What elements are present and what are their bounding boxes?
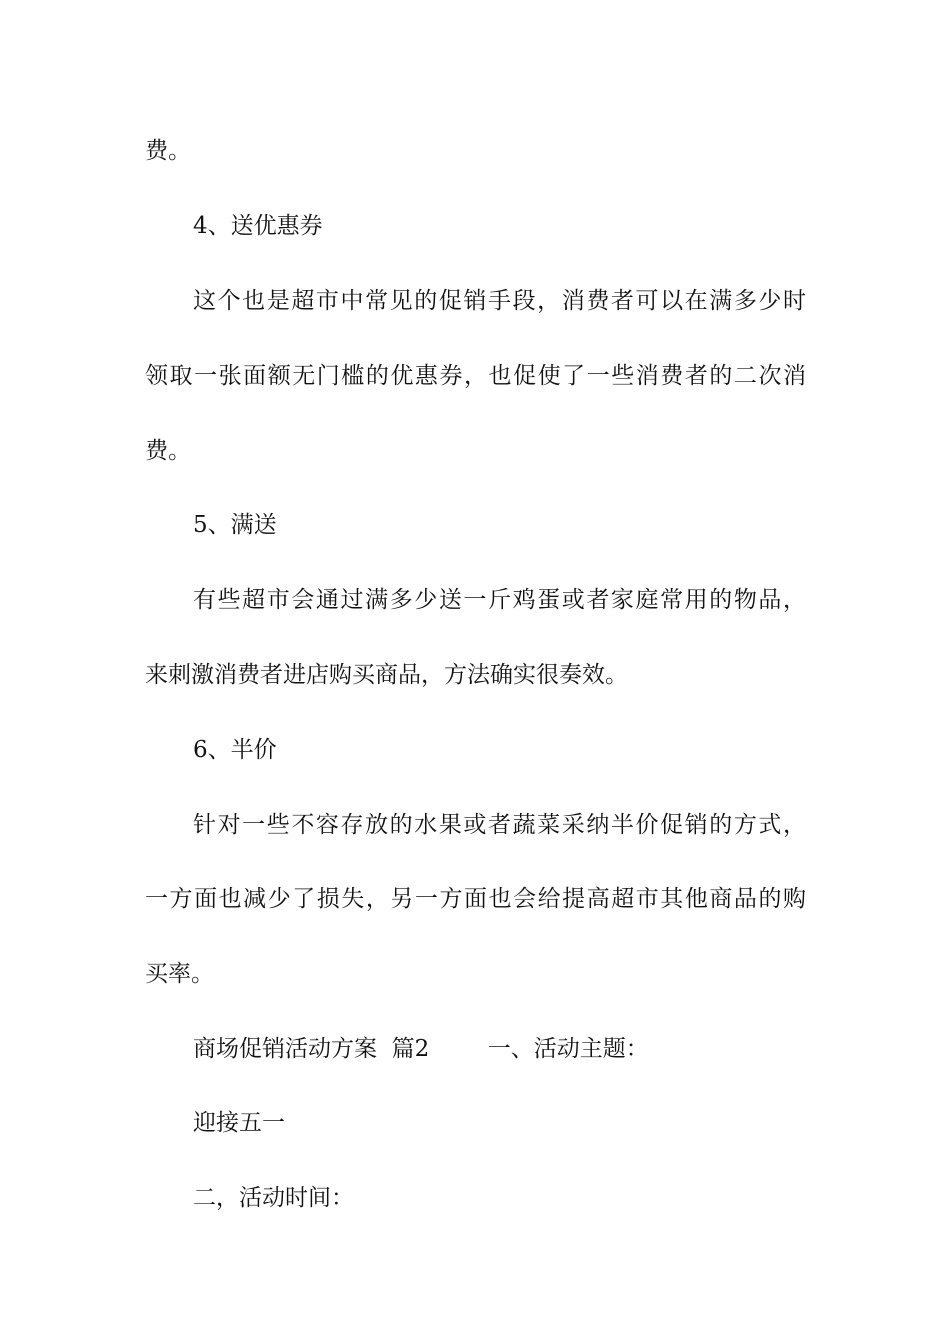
section-title: 商场促销活动方案 篇2 一、活动主题： xyxy=(193,1036,649,1062)
paragraph-line: 一方面也减少了损失，另一方面也会给提高超市其他商品的购 xyxy=(145,886,806,912)
section-heading: 4、送优惠券 xyxy=(193,213,323,239)
section-heading: 5、满送 xyxy=(193,512,277,538)
paragraph-line: 费。 xyxy=(145,438,191,464)
paragraph-line: 针对一些不容存放的水果或者蔬菜采纳半价促销的方式， xyxy=(193,812,806,838)
paragraph-line: 买率。 xyxy=(145,961,214,987)
paragraph-line: 来刺激消费者进店购买商品，方法确实很奏效。 xyxy=(145,662,628,688)
section-heading: 6、半价 xyxy=(193,737,277,763)
paragraph-line: 有些超市会通过满多少送一斤鸡蛋或者家庭常用的物品， xyxy=(193,587,806,613)
paragraph-line: 迎接五一 xyxy=(193,1110,285,1136)
paragraph-line: 这个也是超市中常见的促销手段，消费者可以在满多少时 xyxy=(193,288,806,314)
text-line: 费。 xyxy=(145,138,191,164)
section-heading: 二，活动时间： xyxy=(193,1185,354,1211)
paragraph-line: 领取一张面额无门槛的优惠券，也促使了一些消费者的二次消 xyxy=(145,363,806,389)
